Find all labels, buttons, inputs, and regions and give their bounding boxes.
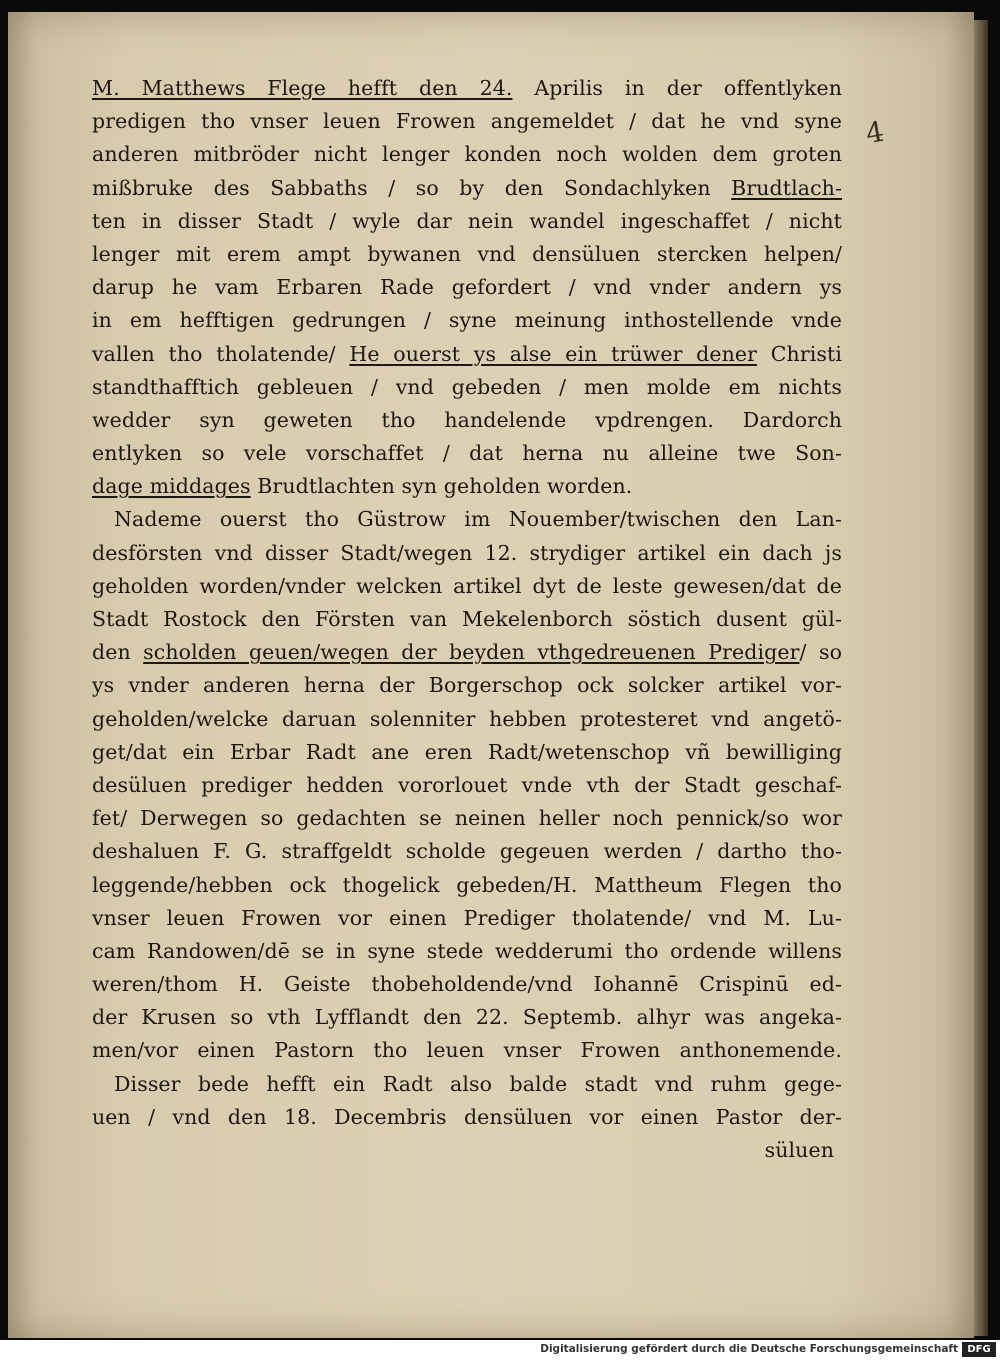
text-line: lenger mit erem ampt bywanen vnd densüluen stercken helpen/ (92, 241, 842, 266)
page-text (92, 72, 842, 1167)
page-edge (974, 20, 988, 1336)
text-line: cam Randowen/dē se in syne stede wedderumi tho ordende willens (92, 938, 842, 963)
text-segment: mißbruke des Sabbaths / so by den Sondachlyken (92, 175, 732, 200)
text-segment: / so (799, 640, 842, 665)
text-line: Stadt Rostock den Försten van Mekelenborch söstich dusent gül- (92, 607, 842, 631)
footer-bar (0, 1340, 1000, 1360)
text-segment: Brudtlachten syn geholden worden. (250, 474, 633, 499)
text-line: süluen (764, 1138, 834, 1162)
text-line: get/dat ein Erbar Radt ane eren Radt/wetenschop vñ bewilliging (92, 739, 842, 764)
text-line: der Krusen so vth Lyfflandt den 22. Septemb. alhyr was angeka- (92, 1005, 842, 1030)
text-line: weren/thom H. Geiste thobeholdende/vnd Iohannē Crispinū ed- (92, 972, 842, 997)
text-line: uen / vnd den 18. Decembris densüluen vor einen Pastor der- (92, 1104, 842, 1129)
text-line: desüluen prediger hedden vororlouet vnde vth der Stadt geschaf- (92, 772, 842, 797)
text-line: ys vnder anderen herna der Borgerschop ock solcker artikel vor- (92, 673, 842, 698)
text-line: anderen mitbröder nicht lenger konden noch wolden dem groten (92, 142, 842, 167)
funding-notice: Digitalisierung gefördert durch die Deutsche Forschungsgemeinschaft (540, 1343, 958, 1355)
underlined-segment: scholden geuen/wegen der beyden vthgedreuenen Prediger (143, 640, 800, 665)
text-line: wedder syn geweten tho handelende vpdrengen. Dardorch (92, 407, 842, 432)
underlined-segment: Brudtlach- (731, 175, 842, 200)
text-line: men/vor einen Pastorn tho leuen vnser Frowen anthonemende. (92, 1038, 842, 1063)
text-line: entlyken so vele vorschaffet / dat herna nu alleine twe Son- (92, 441, 842, 466)
text-line (92, 636, 842, 669)
text-line (92, 72, 842, 105)
text-line: predigen tho vnser leuen Frowen angemeldet / dat he vnd syne (92, 109, 842, 134)
text-line: standthafftich gebleuen / vnd gebeden / men molde em nichts (92, 374, 842, 399)
text-line: Nademe ouerst tho Güstrow im Nouember/twischen den Lan- (114, 507, 842, 532)
underlined-segment: He ouerst ys alse ein trüwer dener (349, 341, 758, 366)
underlined-segment: M. Matthews Flege hefft den 24. (92, 76, 513, 100)
underlined-segment: dage middages (92, 474, 251, 499)
text-line: ten in disser Stadt / wyle dar nein wandel ingeschaffet / nicht (92, 208, 842, 233)
text-line (92, 338, 842, 371)
text-line: deshaluen F. G. straffgeldt scholde gegeuen werden / dartho tho- (92, 839, 842, 864)
text-line: darup he vam Erbaren Rade gefordert / vnd vnder andern ys (92, 275, 842, 300)
text-line: geholden worden/vnder welcken artikel dyt de leste gewesen/dat de (92, 573, 842, 598)
text-line: Disser bede hefft ein Radt also balde stadt vnd ruhm gege- (114, 1071, 842, 1096)
text-line: leggende/hebben ock thogelick gebeden/H. Mattheum Flegen tho (92, 872, 842, 897)
text-line: in em hefftigen gedrungen / syne meinung inthostellende vnde (92, 308, 842, 333)
text-segment: Christi (757, 341, 842, 366)
text-segment: den (92, 640, 144, 665)
folio-number: 4 (863, 114, 887, 151)
text-line: desförsten vnd disser Stadt/wegen 12. strydiger artikel ein dach js (92, 540, 842, 565)
text-line (92, 172, 842, 205)
text-line: vnser leuen Frowen vor einen Prediger tholatende/ vnd M. Lu- (92, 905, 842, 930)
text-line: geholden/welcke daruan solenniter hebben protesteret vnd angetö- (92, 706, 842, 731)
dfg-logo-icon: DFG (962, 1342, 996, 1357)
text-segment: Aprilis in der offentlyken (512, 76, 842, 100)
text-line (92, 470, 842, 503)
text-line: fet/ Derwegen so gedachten se neinen heller noch pennick/so wor (92, 806, 842, 831)
text-segment: vallen tho tholatende/ (92, 341, 350, 366)
